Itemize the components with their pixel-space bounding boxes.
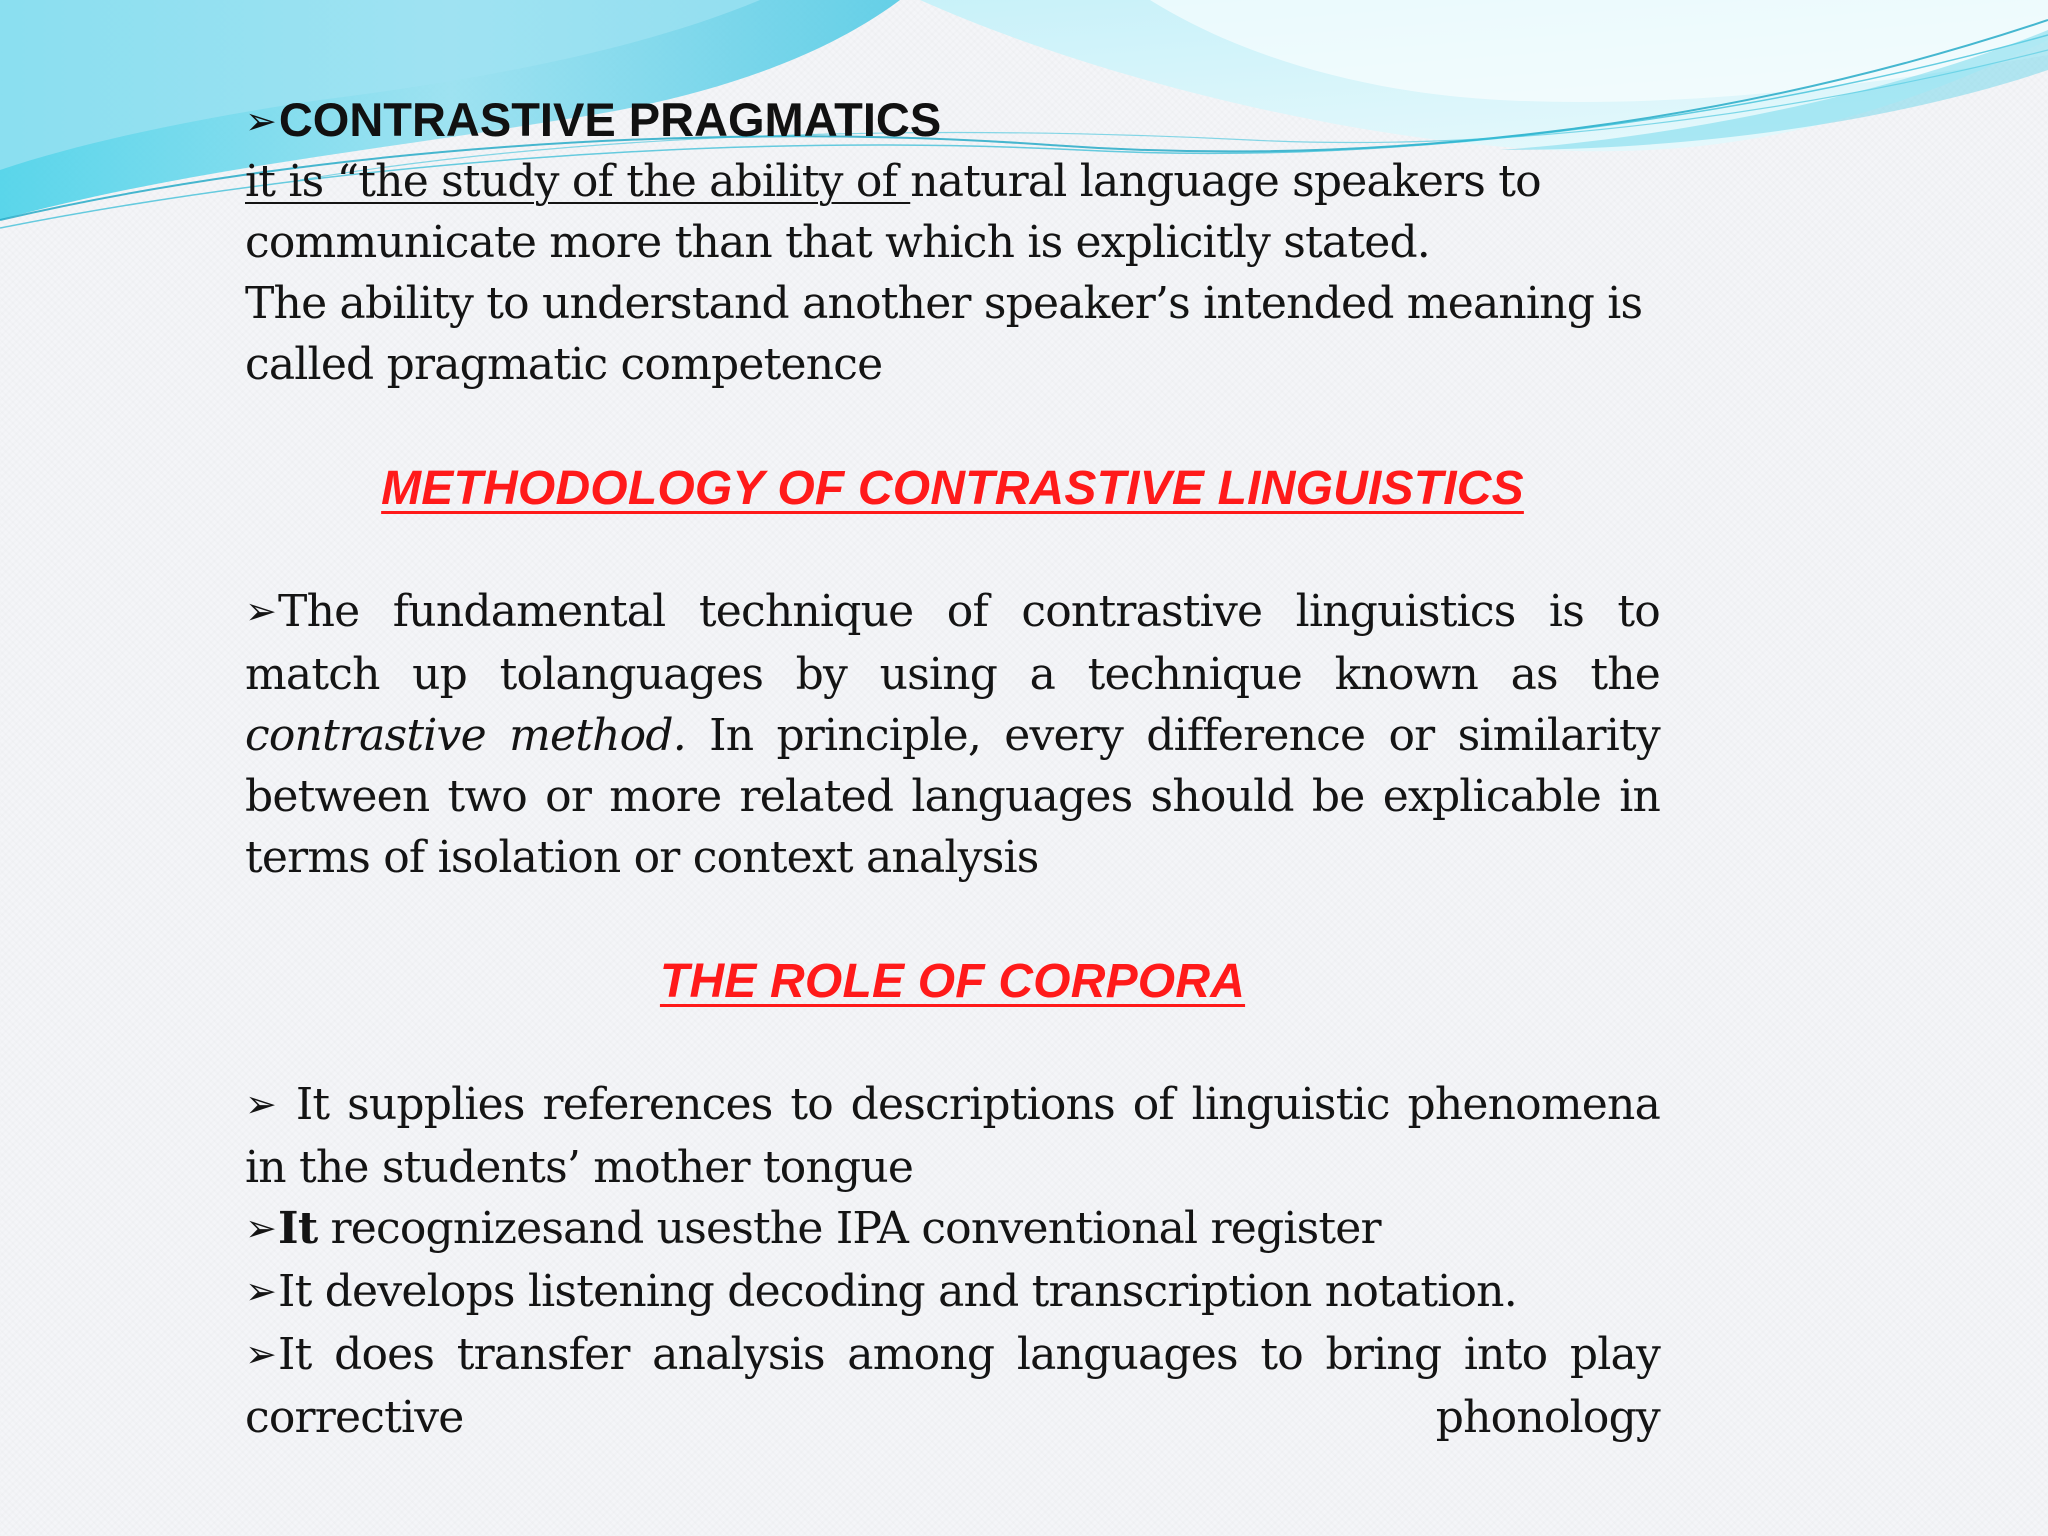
methodology-text-1: The fundamental technique of contrastive linguistics is to match up tolanguages by using a technique known as the	[245, 586, 1660, 700]
pragmatics-heading-text: CONTRASTIVE PRAGMATICS	[278, 93, 942, 146]
corpora-title: THE ROLE OF CORPORA	[659, 955, 1246, 1008]
bullet-arrow-icon: ➢	[245, 589, 277, 633]
pragmatics-definition	[245, 151, 1660, 273]
corpora-bullet-2-text: recognizesand usesthe IPA conventional register	[317, 1203, 1381, 1254]
corpora-bullet-4-right-word: phonology	[1435, 1392, 1660, 1443]
methodology-title: METHODOLOGY OF CONTRASTIVE LINGUISTICS	[381, 462, 1524, 515]
corpora-bullet-2	[245, 1198, 1660, 1261]
bullet-arrow-icon: ➢	[245, 1332, 277, 1376]
corpora-bullet-3-text: It develops listening decoding and transcription notation.	[278, 1266, 1517, 1317]
corpora-bullet-2-bold: It	[278, 1203, 318, 1254]
bullet-arrow-icon: ➢	[245, 1269, 277, 1313]
pragmatics-definition-rest: natural language speakers to communicate more than that which is explicitly stated.	[245, 156, 1541, 268]
bullet-arrow-icon: ➢	[245, 99, 277, 143]
methodology-paragraph	[245, 581, 1660, 888]
corpora-bullet-4-last-line	[245, 1387, 1660, 1448]
corpora-bullet-1	[245, 1074, 1660, 1198]
corpora-bullet-4-left-word: corrective	[245, 1392, 464, 1443]
pragmatics-underlined-text: it is “the study of the ability of	[245, 156, 911, 207]
corpora-bullet-4	[245, 1324, 1660, 1387]
slide-content	[245, 92, 1660, 1448]
pragmatics-heading	[245, 92, 1660, 151]
pragmatic-competence-text: The ability to understand another speaker’s intended meaning is called pragmatic competence	[245, 278, 1643, 390]
corpora-bullet-3	[245, 1261, 1660, 1324]
bullet-arrow-icon: ➢	[245, 1082, 277, 1126]
methodology-text-2: In principle, every difference or similarity between two or more related languages should be explicable in terms of isolation or context analysis	[245, 710, 1660, 883]
bullet-arrow-icon: ➢	[245, 1206, 277, 1250]
corpora-bullet-4-text: It does transfer analysis among languages to bring into play	[278, 1329, 1660, 1380]
corpora-bullet-1-text: It supplies references to descriptions of linguistic phenomena in the students’ mother tongue	[245, 1079, 1660, 1193]
methodology-italic-term: contrastive method.	[245, 710, 686, 761]
